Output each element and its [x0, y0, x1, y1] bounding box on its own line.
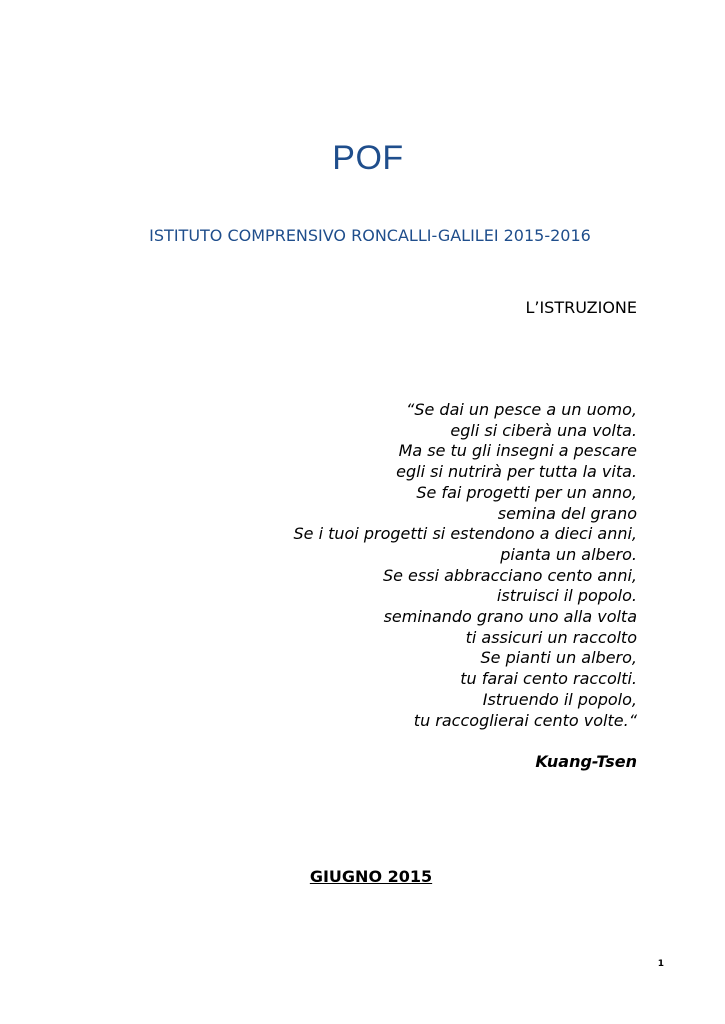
poem-line: Se essi abbracciano cento anni, — [382, 565, 637, 585]
poem-line: egli si nutrirà per tutta la vita. — [396, 462, 637, 482]
poem-line: pianta un albero. — [500, 544, 637, 564]
poem-line: Se i tuoi progetti si estendono a dieci anni, — [293, 524, 637, 544]
poem-line: “Se dai un pesce a un uomo, — [406, 400, 637, 419]
poem-line: tu raccoglierai cento volte.“ — [413, 710, 637, 730]
poem-line: Istruendo il popolo, — [482, 689, 637, 709]
poem-line: ti assicuri un raccolto — [465, 627, 637, 647]
document-title: POF — [332, 139, 404, 177]
poem-quote — [294, 400, 638, 731]
poem-line: semina del grano — [497, 503, 637, 523]
poem-line: egli si ciberà una volta. — [450, 420, 637, 440]
poem-line: Se fai progetti per un anno, — [416, 482, 637, 502]
quote-author: Kuang-Tsen — [535, 752, 637, 771]
poem-line: seminando grano uno alla volta — [383, 607, 637, 627]
poem-line: istruisci il popolo. — [496, 586, 637, 606]
poem-line: tu farai cento raccolti. — [460, 669, 637, 689]
poem-line: Ma se tu gli insegni a pescare — [398, 441, 637, 461]
poem-line: Se pianti un albero, — [480, 648, 637, 668]
document-date-wrapper — [0, 867, 725, 887]
section-heading: L’ISTRUZIONE — [525, 298, 637, 317]
page-number: 1 — [657, 959, 664, 969]
document-date: GIUGNO 2015 — [309, 867, 433, 886]
document-subtitle: ISTITUTO COMPRENSIVO RONCALLI-GALILEI 2015-2016 — [149, 226, 591, 245]
